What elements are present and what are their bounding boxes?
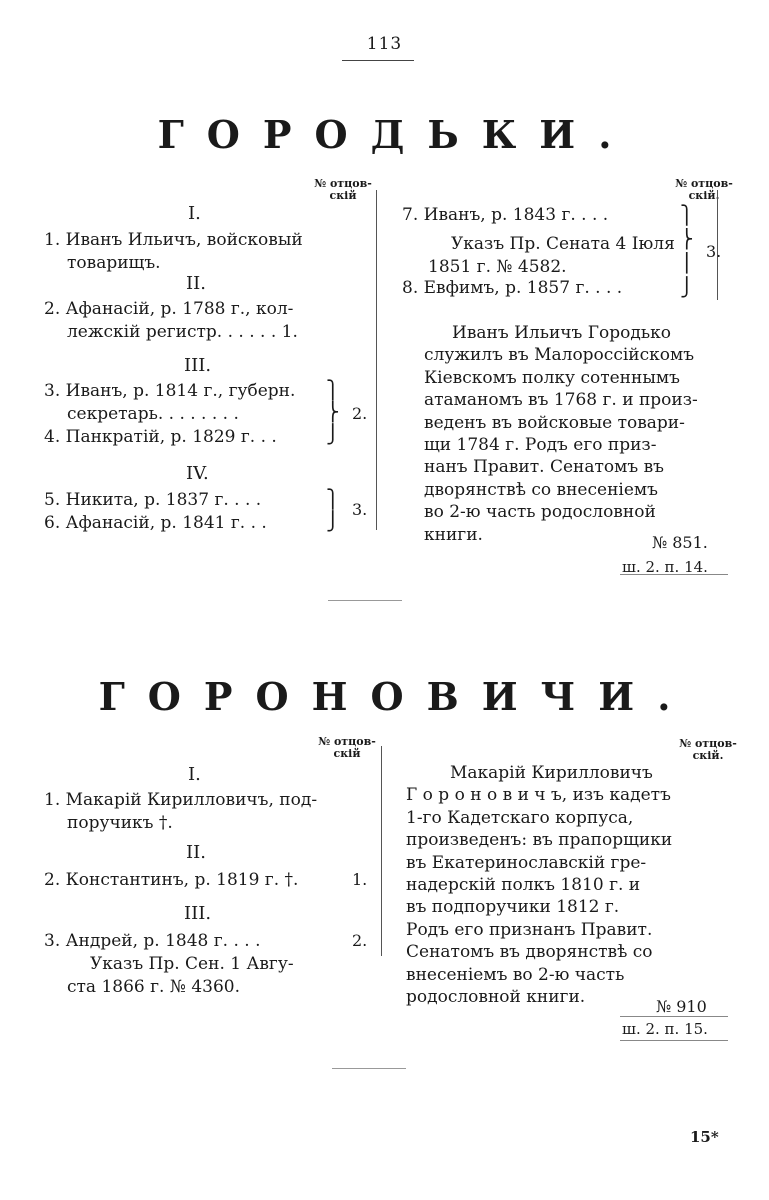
generation-4: IV. [186,463,209,484]
entry-6-line-1: 6. Афанасій, р. 1841 г. . . [44,513,267,533]
decree-b-line-2: ста 1866 г. № 4360. [67,977,241,997]
decree-b-line-1: Указъ Пр. Сен. 1 Авгу- [90,954,294,974]
entry-7-line-1: 7. Иванъ, р. 1843 г. . . . [402,205,609,225]
generation-3-b: III. [184,903,212,924]
column-header-right-2: № отцов- скій. [679,737,737,762]
page-number-rule [342,60,414,61]
ref-brace-3: 3. [352,500,368,519]
record-location-gorodki: ш. 2. п. 14. [622,558,708,576]
record-rule-goronovichi-2 [620,1040,728,1041]
entry-2-line-1: 2. Афанасій, р. 1788 г., кол- [44,299,294,319]
generation-2: II. [186,273,206,294]
column-rule-left [376,190,377,530]
record-rule-goronovichi [620,1016,728,1017]
entry-2-line-2: лежскій регистр. . . . . . 1. [67,322,298,342]
column-rule-left-2 [381,746,382,956]
entry-5-line-1: 5. Никита, р. 1837 г. . . . [44,490,262,510]
ref-brace-2: 2. [352,404,368,423]
footer-signature: 15* [690,1128,719,1146]
record-number-gorodki: № 851. [652,533,708,552]
entry-b3-line-1: 3. Андрей, р. 1848 г. . . . [44,931,261,951]
decree-line-1: Указъ Пр. Сената 4 Іюля [451,234,675,254]
decree-line-2: 1851 г. № 4582. [428,257,567,277]
entry-3-line-1: 3. Иванъ, р. 1814 г., губерн. [44,381,296,401]
brace-right: ⎫ ⎬ ⎪ ⎭ [680,205,694,298]
section-title-goronovichi: ГОРОНОВИЧИ. [98,674,694,719]
generation-3: III. [184,355,212,376]
entry-4-line-1: 4. Панкратій, р. 1829 г. . . [44,427,277,447]
section-separator-2 [332,1068,406,1069]
entry-b1-line-1: 1. Макарій Кирилловичъ, под- [44,790,318,810]
record-location-goronovichi: ш. 2. п. 15. [622,1020,708,1038]
entry-8-line-1: 8. Евфимъ, р. 1857 г. . . . [402,278,623,298]
record-number-goronovichi: № 910 [656,997,707,1016]
generation-2-b: II. [186,842,206,863]
generation-1-b: I. [188,764,201,785]
generation-1: I. [188,203,201,224]
section-title-gorodki: ГОРОДЬКИ. [157,112,635,157]
brace-3: ⎫ ⎭ [326,489,340,532]
entry-b1-line-2: поручикъ †. [67,813,173,833]
page-number: 113 [366,34,403,54]
section-separator [328,600,402,601]
ref-b2: 1. [352,870,368,889]
entry-1-line-2: товарищъ. [67,253,161,273]
column-header-left-2: № отцов- скій [318,735,376,760]
ref-right: 3. [706,242,722,261]
ref-b3: 2. [352,931,368,950]
column-header-right: № отцов- скій. [675,177,733,202]
column-header-left: № отцов- скій [314,177,372,202]
entry-3-line-2: секретарь. . . . . . . . [67,404,239,424]
entry-b2-line-1: 2. Константинъ, р. 1819 г. †. [44,870,299,890]
brace-2: ⎫ ⎬ ⎭ [326,380,340,445]
history-gorodki: Иванъ Ильичъ Городько служилъ въ Малороссійскомъ Кіевскомъ полку сотеннымъ атаманомъ въ 1768 г. и произ- веденъ въ войсковые товари- щи 1784 г. Родъ его приз- нанъ Правит. Сенатомъ въ дворянствѣ со внесеніемъ во 2-ю часть родословной книги. [424,323,698,545]
history-goronovichi: Макарій Кирилловичъ Г о р о н о в и ч ъ, изъ кадетъ 1-го Кадетскаго корпуса, произведенъ: въ прапорщики въ Екатеринославскій гре- надерскій полкъ 1810 г. и въ подпоручики 1812 г. Родъ его признанъ Правит. Сенатомъ въ дворянствѣ со внесеніемъ во 2-ю часть родословной книги. [406,763,673,1008]
entry-1-line-1: 1. Иванъ Ильичъ, войсковый [44,230,303,250]
record-rule-gorodki [620,574,728,575]
